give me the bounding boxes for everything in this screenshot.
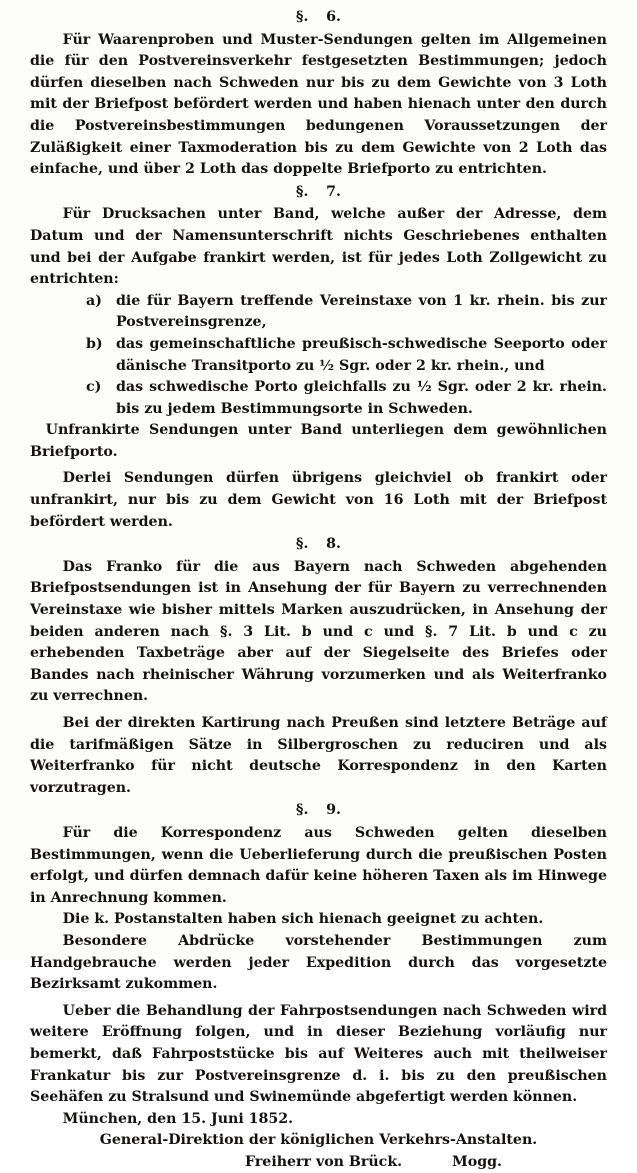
section-9-paragraph-4: Ueber die Behandlung der Fahrpostsendungen nach Schweden wird weitere Eröffnung folgen, und in dieser Beziehung vorläufig nur bemerkt, daß Fahrpoststücke bis auf Weiteres auch mit theilweiser Frankatur bis zur Postvereinsgrenze d. i. bis zu den preußischen Seehäfen zu Stralsund und Swinemünde abgefertigt werden können.	[30, 1002, 607, 1106]
dateline: München, den 15. Juni 1852.	[62, 1110, 294, 1127]
signer-left: Freiherr von Brück.	[245, 1153, 403, 1170]
section-9-paragraph-1: Für die Korrespondenz aus Schweden gelten dieselben Bestimmungen, wenn die Ueberlieferung durch die preußischen Posten erfolgt, und dürfen demnach dafür keine höheren Taxen als im Hinwege in Anrechnung kommen.	[30, 824, 607, 906]
section-9-paragraph-2: Die k. Postanstalten haben sich hienach geeignet zu achten.	[62, 911, 544, 928]
signer-right: Mogg.	[452, 1153, 502, 1170]
section-7-paragraph-unfrankirte: Unfrankirte Sendungen unter Band unterliegen dem gewöhnlichen Briefporto.	[30, 422, 607, 460]
signature-organization: General-Direktion der königlichen Verkehrs-Anstalten.	[99, 1132, 538, 1149]
section-9-paragraph-3: Besondere Abdrücke vorstehender Bestimmungen zum Handgebrauche werden jeder Expedition durch das vorgesetzte Bezirksamt zukommen.	[30, 932, 607, 993]
section-8-paragraph-1: Das Franko für die aus Bayern nach Schweden abgehenden Briefpostsendungen ist in Ansehung der für Bayern zu verrechnenden Vereinstaxe wie bisher mittels Marken auszudrücken, in Ansehung der beiden anderen nach §. 3 Lit. b und c und §. 7 Lit. b und c zu erhebenden Taxbeträge aber auf der Siegelseite des Briefes oder Bandes nach rheinischer Währung vorzumerken und als Weiterfranko zu verrechnen.	[30, 558, 607, 705]
section-6-paragraph: Für Waarenproben und Muster-Sendungen gelten im Allgemeinen die für den Postvereinsverkehr festgesetzten Bestimmungen; jedoch dürfen dieselben nach Schweden nur bis zu dem Gewichte von 3 Loth mit der Briefpost befördert werden und haben hienach unter den durch die Postvereinsbestimmungen bedungenen Voraussetzungen der Zuläßigkeit einer Taxmoderation bis zu dem Gewichte von 2 Loth das einfache, und über 2 Loth das doppelte Briefporto zu entrichten.	[30, 31, 607, 178]
section-8-heading: §. 8.	[296, 536, 341, 553]
list-item-b	[86, 334, 607, 377]
section-7-intro: Für Drucksachen unter Band, welche außer der Adresse, dem Datum und der Namensunterschrift nichts Geschriebenes enthalten und bei der Aufgabe frankirt werden, ist für jedes Loth Zollgewicht zu entrichten:	[30, 206, 607, 288]
list-item-a	[86, 291, 607, 334]
list-item-b-label: b)	[86, 335, 103, 352]
list-item-a-text: die für Bayern treffende Vereinstaxe von 1 kr. rhein. bis zur Postvereinsgrenze,	[116, 292, 607, 331]
section-8-paragraph-2: Bei der direkten Kartirung nach Preußen sind letztere Beträge auf die tarifmäßigen Sätze in Silbergroschen zu reduciren und als Weiterfranko für nicht deutsche Korrespondenz in den Karten vorzutragen.	[30, 715, 607, 796]
section-7-heading: §. 7.	[296, 183, 341, 200]
list-item-b-text: das gemeinschaftliche preußisch-schwedische Seeporto oder dänische Transitporto zu ½ Sgr. oder 2 kr. rhein., und	[116, 335, 607, 374]
section-7-paragraph-derlei: Derlei Sendungen dürfen übrigens gleichviel ob frankirt oder unfrankirt, nur bis zu dem Gewicht von 16 Loth mit der Briefpost befördert werden.	[30, 470, 607, 530]
signature-row	[245, 1152, 502, 1173]
section-6-heading: §. 6.	[296, 9, 341, 25]
section-9-heading: §. 9.	[296, 802, 341, 819]
list-item-c-label: c)	[86, 379, 102, 396]
list-item-c-text: das schwedische Porto gleichfalls zu ½ Sgr. oder 2 kr. rhein. bis zu jedem Bestimmungsorte in Schweden.	[116, 379, 607, 417]
list-item-c	[86, 377, 607, 420]
list-item-a-label: a)	[86, 292, 102, 309]
